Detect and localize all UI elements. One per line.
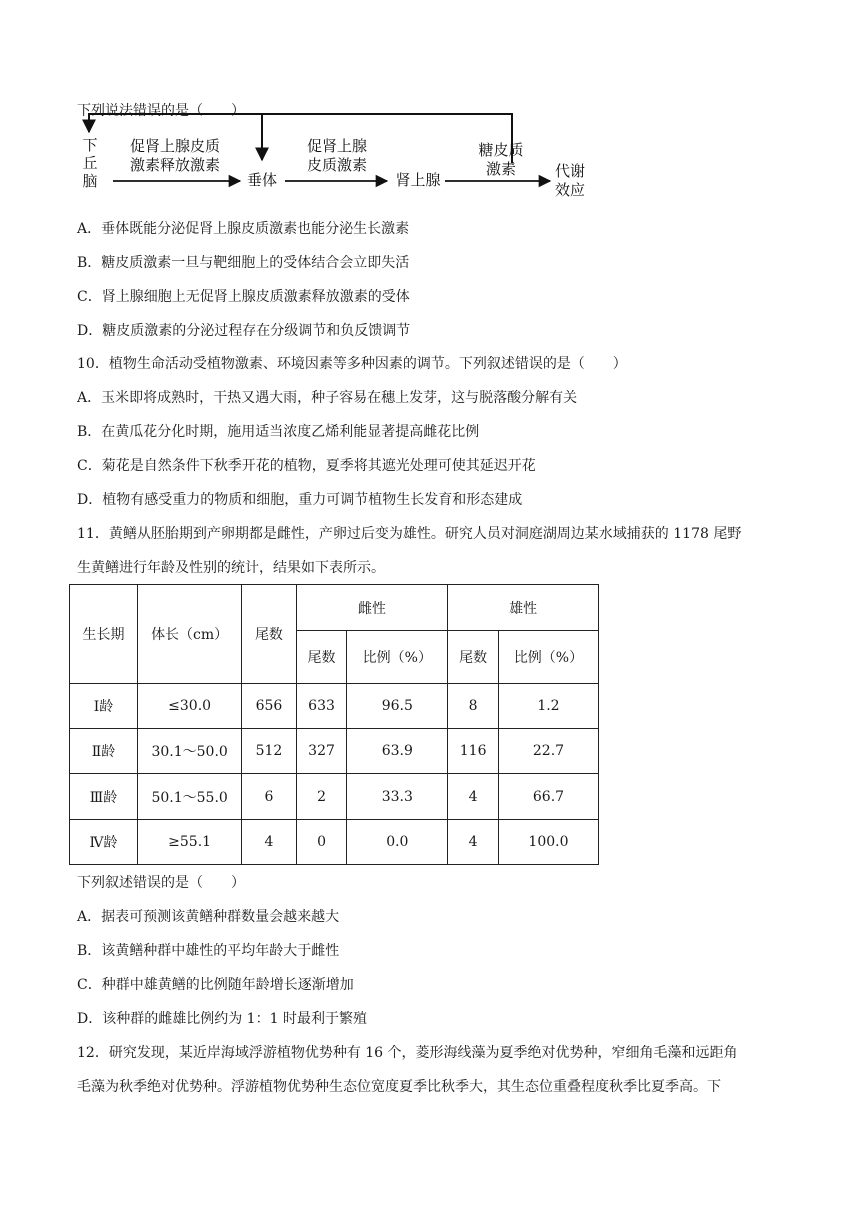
- q9-prompt: 下列说法错误的是（ ）: [77, 103, 245, 119]
- table-cell: 0: [296, 820, 347, 865]
- q9-option-c: C．肾上腺细胞上无促肾上腺皮质激素释放激素的受体: [77, 289, 410, 305]
- table-cell: 50.1～55.0: [138, 774, 242, 820]
- table-cell: 116: [448, 729, 499, 774]
- table-cell: 2: [296, 774, 347, 820]
- hypothalamus-label: [80, 136, 100, 190]
- table-cell: ≤30.0: [138, 684, 242, 729]
- table-cell: 327: [296, 729, 347, 774]
- table-cell: 96.5: [347, 684, 448, 729]
- metabolic-effect-label: [550, 162, 590, 200]
- adrenal-label: 肾上腺: [395, 171, 441, 189]
- q11-stem-line-2: 生黄鳝进行年龄及性别的统计，结果如下表所示。: [77, 560, 385, 576]
- q10-option-c: C．菊花是自然条件下秋季开花的植物，夏季将其遮光处理可使其延迟开花: [77, 458, 536, 474]
- header-male: 雄性: [448, 585, 599, 631]
- crh-label: [120, 137, 230, 175]
- header-count: 尾数: [242, 585, 297, 684]
- pituitary-label: 垂体: [246, 171, 277, 189]
- header-female-ratio: 比例（%）: [347, 631, 448, 684]
- cortisol-line-1: 糖皮质: [478, 141, 524, 159]
- header-male-count: 尾数: [448, 631, 499, 684]
- acth-label: [297, 137, 377, 175]
- table-row: [70, 729, 599, 774]
- table-cell: 633: [296, 684, 347, 729]
- crh-line-1: 促肾上腺皮质: [129, 137, 220, 155]
- hypothalamus-char-1: 下: [82, 136, 98, 154]
- header-female: 雌性: [296, 585, 448, 631]
- table-cell: ≥55.1: [138, 820, 242, 865]
- table-row: [70, 820, 599, 865]
- table-cell: 4: [448, 820, 499, 865]
- table-cell: 30.1～50.0: [138, 729, 242, 774]
- table-cell: 1.2: [498, 684, 598, 729]
- q10-option-a: A．玉米即将成熟时，干热又遇大雨，种子容易在穗上发芽，这与脱落酸分解有关: [77, 390, 578, 406]
- hormone-regulation-diagram: [0, 0, 860, 210]
- table-cell: 33.3: [347, 774, 448, 820]
- table-cell: 4: [242, 820, 297, 865]
- cortisol-label: [468, 141, 534, 179]
- table-cell: 0.0: [347, 820, 448, 865]
- q10-stem: 10．植物生命活动受植物激素、环境因素等多种因素的调节。下列叙述错误的是（ ）: [77, 356, 627, 372]
- table-cell: 66.7: [498, 774, 598, 820]
- table-cell: Ⅳ龄: [70, 820, 138, 865]
- hypothalamus-char-3: 脑: [82, 172, 98, 190]
- q9-option-d: D．糖皮质激素的分泌过程存在分级调节和负反馈调节: [77, 323, 411, 339]
- crh-line-2: 激素释放激素: [129, 156, 220, 174]
- table-row: [70, 774, 599, 820]
- table-cell: 63.9: [347, 729, 448, 774]
- acth-line-1: 促肾上腺: [306, 137, 367, 155]
- table-cell: 4: [448, 774, 499, 820]
- q12-line-1: 12．研究发现，某近岸海域浮游植物优势种有 16 个，菱形海线藻为夏季绝对优势种，窄细角毛藻和远距角: [77, 1045, 738, 1061]
- effect-line-2: 效应: [554, 181, 585, 199]
- q10-option-b: B．在黄瓜花分化时期，施用适当浓度乙烯利能显著提高雌花比例: [77, 424, 480, 440]
- q12-line-2: 毛藻为秋季绝对优势种。浮游植物优势种生态位宽度夏季比秋季大，其生态位重叠程度秋季比夏季高。下: [77, 1079, 721, 1095]
- eel-age-sex-table: [69, 584, 599, 865]
- table-cell: 6: [242, 774, 297, 820]
- q9-option-b: B．糖皮质激素一旦与靶细胞上的受体结合会立即失活: [77, 255, 410, 271]
- table-row: [70, 684, 599, 729]
- table-cell: Ⅰ龄: [70, 684, 138, 729]
- table-cell: 656: [242, 684, 297, 729]
- q9-option-a: A．垂体既能分泌促肾上腺皮质激素也能分泌生长激素: [77, 221, 410, 237]
- table-cell: 22.7: [498, 729, 598, 774]
- q11-option-d: D．该种群的雌雄比例约为 1：1 时最利于繁殖: [77, 1011, 367, 1027]
- header-male-ratio: 比例（%）: [498, 631, 598, 684]
- q11-option-c: C．种群中雄黄鳝的比例随年龄增长逐渐增加: [77, 977, 354, 993]
- effect-line-1: 代谢: [554, 162, 585, 180]
- acth-line-2: 皮质激素: [306, 156, 367, 174]
- q11-stem-line-1: 11．黄鳝从胚胎期到产卵期都是雌性，产卵过后变为雄性。研究人员对洞庭湖周边某水域捕获的 1178 尾野: [77, 526, 742, 542]
- table-cell: Ⅱ龄: [70, 729, 138, 774]
- q11-option-a: A．据表可预测该黄鳝种群数量会越来越大: [77, 909, 340, 925]
- table-cell: 8: [448, 684, 499, 729]
- table-cell: Ⅲ龄: [70, 774, 138, 820]
- header-stage: 生长期: [70, 585, 138, 684]
- header-female-count: 尾数: [296, 631, 347, 684]
- q11-option-b: B．该黄鳝种群中雄性的平均年龄大于雌性: [77, 943, 340, 959]
- table-cell: 512: [242, 729, 297, 774]
- q10-option-d: D．植物有感受重力的物质和细胞，重力可调节植物生长发育和形态建成: [77, 492, 523, 508]
- table-cell: 100.0: [498, 820, 598, 865]
- cortisol-line-2: 激素: [485, 160, 516, 178]
- hypothalamus-char-2: 丘: [82, 154, 98, 172]
- q11-prompt: 下列叙述错误的是（ ）: [77, 875, 245, 891]
- header-length: 体长（cm）: [138, 585, 242, 684]
